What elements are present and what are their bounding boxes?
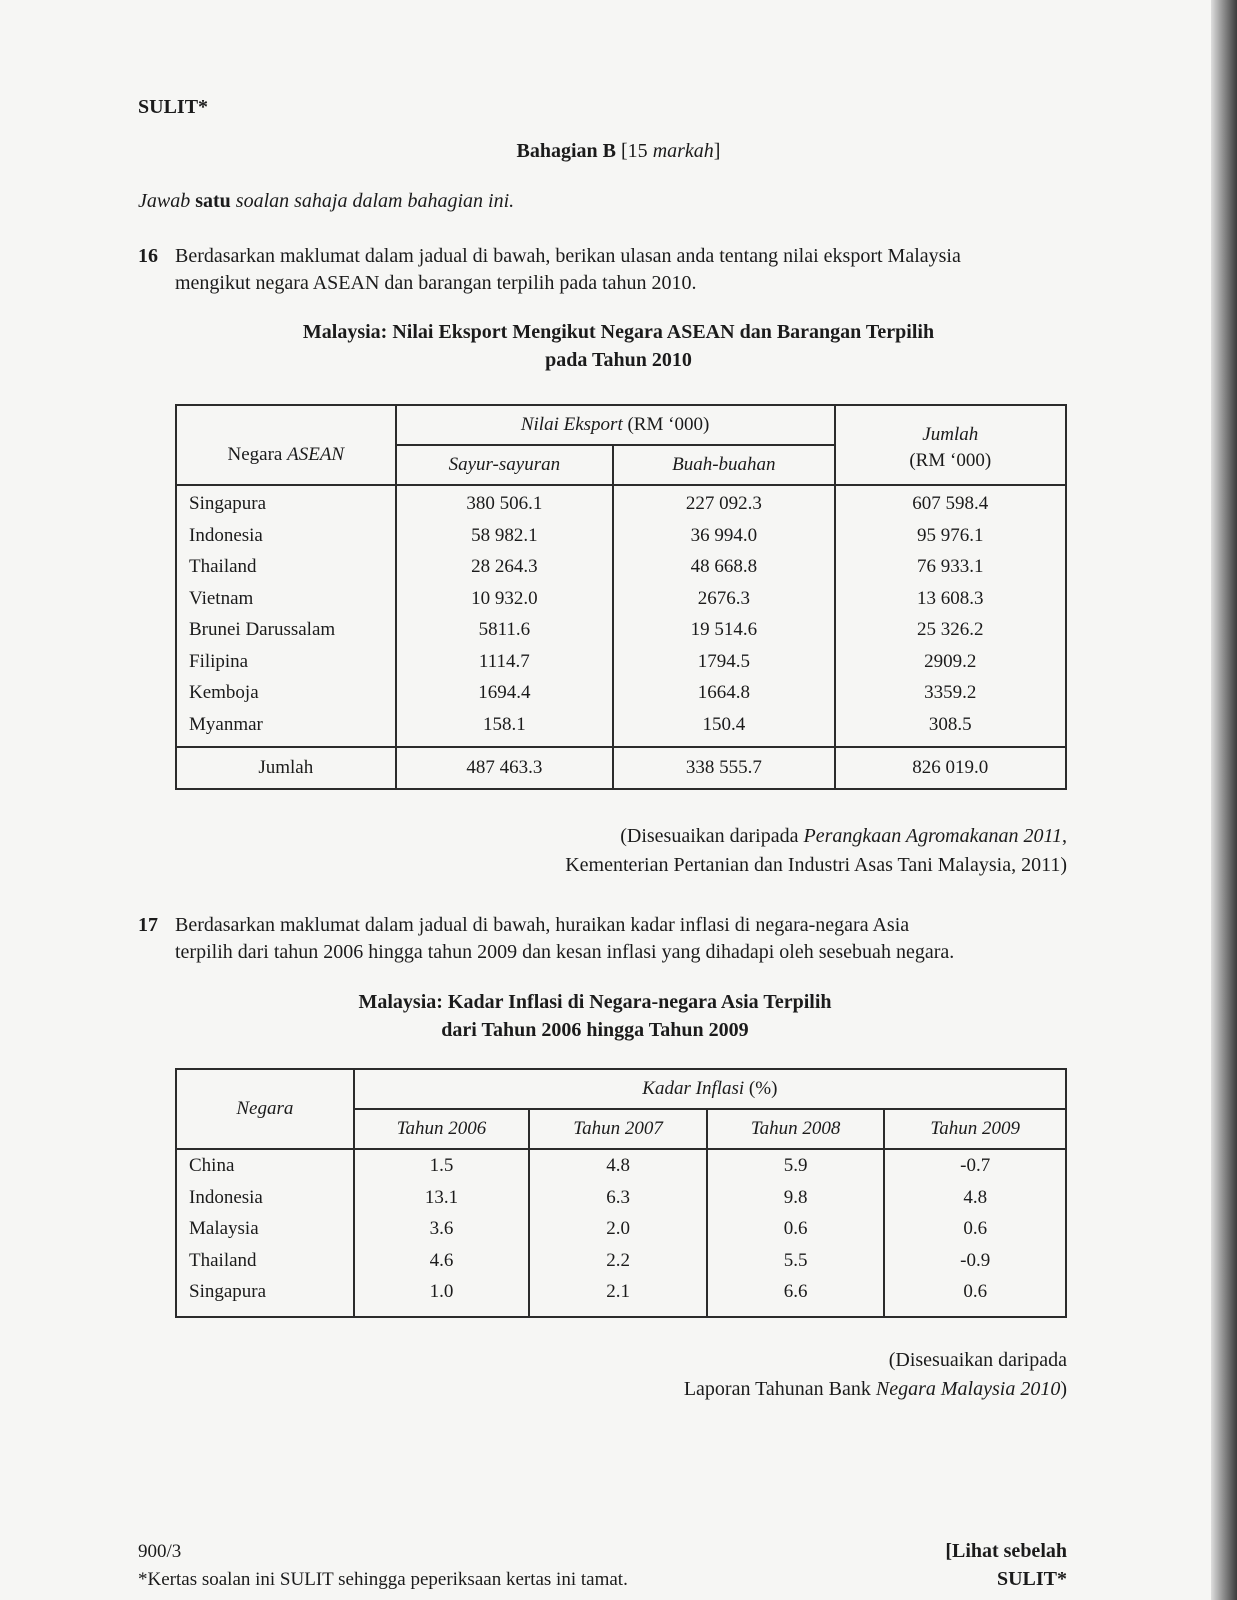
- inflation-2006-values: [354, 1149, 530, 1317]
- export-col-vegetables: Sayur-sayuran: [396, 445, 613, 485]
- table-cell: 0.6: [783, 1218, 808, 1239]
- table-row-label: Singapura: [189, 1281, 267, 1302]
- table-cell: 1664.8: [697, 682, 750, 703]
- export-table: [175, 404, 1067, 790]
- table-row-label: China: [189, 1155, 235, 1176]
- table-row-label: Singapura: [189, 493, 267, 514]
- export-col-country: Negara ASEAN: [176, 405, 396, 485]
- table-cell: 6.3: [606, 1186, 630, 1208]
- table-cell: 1.0: [429, 1281, 454, 1302]
- table-cell: 2909.2: [924, 650, 977, 672]
- table-cell: 380 506.1: [466, 493, 543, 514]
- table-row-label: Vietnam: [189, 587, 254, 609]
- section-name: Bahagian B: [516, 140, 617, 162]
- classification-header: SULIT*: [138, 96, 209, 118]
- table-cell: 0.6: [963, 1281, 988, 1302]
- section-instruction: Jawab satu soalan sahaja dalam bahagian ini.: [138, 190, 515, 212]
- table-cell: -0.7: [960, 1155, 991, 1176]
- footer-right: [945, 1537, 1067, 1593]
- table-cell: 5.5: [783, 1249, 808, 1271]
- table-cell: 10 932.0: [471, 587, 538, 609]
- table-cell: 5811.6: [478, 619, 531, 640]
- inflation-country-list: [176, 1149, 354, 1317]
- table-cell: 58 982.1: [471, 524, 538, 546]
- page-edge: [1211, 0, 1237, 1600]
- export-col-group: Nilai Eksport (RM ‘000): [396, 405, 835, 445]
- export-total-vegetables: 487 463.3: [396, 747, 613, 789]
- table-cell: 0.6: [963, 1218, 988, 1239]
- question-number-16: 16: [138, 245, 158, 267]
- inflation-col-2008: Tahun 2008: [707, 1109, 885, 1149]
- table-cell: 76 933.1: [917, 556, 984, 577]
- confidential-notice: *Kertas soalan ini SULIT sehingga peperiksaan kertas ini tamat.: [138, 1569, 628, 1590]
- table-cell: 308.5: [928, 713, 972, 735]
- classification-footer: SULIT*: [996, 1568, 1067, 1590]
- inflation-col-country: Negara: [176, 1069, 354, 1149]
- export-total-values: [835, 485, 1066, 747]
- export-col-total: Jumlah (RM ‘000): [835, 405, 1066, 485]
- table-17-title: Malaysia: Kadar Inflasi di Negara-negara Asia Terpilih dari Tahun 2006 hingga Tahun 2009: [358, 991, 832, 1041]
- inflation-2007-values: [529, 1149, 707, 1317]
- table-cell: 9.8: [783, 1186, 808, 1208]
- table-cell: 13 608.3: [917, 587, 984, 609]
- table-cell: 25 326.2: [917, 619, 984, 640]
- table-cell: 607 598.4: [912, 493, 989, 514]
- table-cell: 4.6: [429, 1249, 454, 1271]
- table-row-label: Thailand: [189, 556, 257, 577]
- section-title: Bahagian B [15 markah]: [516, 140, 721, 162]
- table-cell: 1.5: [429, 1155, 454, 1176]
- inflation-2008-values: [707, 1149, 885, 1317]
- turn-page-note: [Lihat sebelah: [945, 1540, 1067, 1562]
- export-total-label: Jumlah: [176, 747, 396, 789]
- table-row-label: Kemboja: [189, 682, 259, 703]
- table-cell: 2676.3: [697, 587, 750, 609]
- table-17-source: (Disesuaikan daripada Laporan Tahunan Bank Negara Malaysia 2010): [683, 1349, 1067, 1400]
- inflation-col-2009: Tahun 2009: [884, 1109, 1066, 1149]
- export-country-list: [176, 485, 396, 747]
- table-cell: 2.0: [606, 1218, 630, 1239]
- question-17-text: Berdasarkan maklumat dalam jadual di bawah, huraikan kadar inflasi di negara-negara Asia terpilih dari tahun 2006 hingga tahun 2009 dan kesan inflasi yang dihadapi oleh sesebuah negara.: [175, 914, 955, 963]
- table-cell: 48 668.8: [690, 556, 758, 577]
- table-cell: 1794.5: [697, 650, 750, 672]
- table-row-label: Brunei Darussalam: [189, 619, 336, 640]
- question-16-text: Berdasarkan maklumat dalam jadual di bawah, berikan ulasan anda tentang nilai eksport Malaysia mengikut negara ASEAN dan barangan terpilih pada tahun 2010.: [175, 245, 961, 294]
- table-cell: 95 976.1: [917, 524, 984, 546]
- table-cell: 28 264.3: [471, 556, 538, 577]
- table-cell: 19 514.6: [690, 619, 758, 640]
- inflation-2009-values: [884, 1149, 1066, 1317]
- table-row-label: Malaysia: [189, 1218, 259, 1239]
- table-cell: 150.4: [702, 713, 746, 735]
- table-cell: 1694.4: [478, 682, 531, 703]
- table-cell: 2.1: [606, 1281, 630, 1302]
- inflation-table: [175, 1068, 1067, 1318]
- table-cell: 3.6: [429, 1218, 454, 1239]
- paper-code: 900/3: [138, 1541, 182, 1562]
- export-total-fruits: 338 555.7: [613, 747, 834, 789]
- table-cell: 3359.2: [924, 682, 977, 703]
- table-row-label: Indonesia: [189, 1186, 263, 1208]
- inflation-col-2006: Tahun 2006: [354, 1109, 530, 1149]
- export-fruit-values: [613, 485, 834, 747]
- table-cell: 36 994.0: [690, 524, 758, 546]
- table-16-title: Malaysia: Nilai Eksport Mengikut Negara ASEAN dan Barangan Terpilih pada Tahun 2010: [302, 321, 935, 371]
- table-cell: -0.9: [960, 1249, 991, 1271]
- table-row-label: Filipina: [189, 650, 249, 672]
- question-number-17: 17: [138, 914, 158, 936]
- table-cell: 158.1: [482, 713, 526, 735]
- table-cell: 2.2: [606, 1249, 630, 1271]
- table-cell: 227 092.3: [685, 493, 762, 514]
- table-row-label: Thailand: [189, 1249, 257, 1271]
- table-cell: 1114.7: [478, 650, 530, 672]
- table-cell: 4.8: [606, 1155, 630, 1176]
- table-row-label: Indonesia: [189, 524, 263, 546]
- table-cell: 6.6: [783, 1281, 808, 1302]
- table-cell: 13.1: [424, 1186, 459, 1208]
- inflation-col-2007: Tahun 2007: [529, 1109, 707, 1149]
- table-cell: 4.8: [963, 1186, 988, 1208]
- footer-left: [138, 1538, 628, 1594]
- table-cell: 5.9: [783, 1155, 808, 1176]
- export-vegetable-values: [396, 485, 613, 747]
- inflation-col-group: Kadar Inflasi (%): [354, 1069, 1066, 1109]
- table-row-label: Myanmar: [189, 713, 263, 735]
- export-col-fruits: Buah-buahan: [613, 445, 834, 485]
- table-16-source: (Disesuaikan daripada Perangkaan Agromakanan 2011, Kementerian Pertanian dan Industri Asas Tani Malaysia, 2011): [565, 825, 1067, 876]
- export-grand-total: 826 019.0: [835, 747, 1066, 789]
